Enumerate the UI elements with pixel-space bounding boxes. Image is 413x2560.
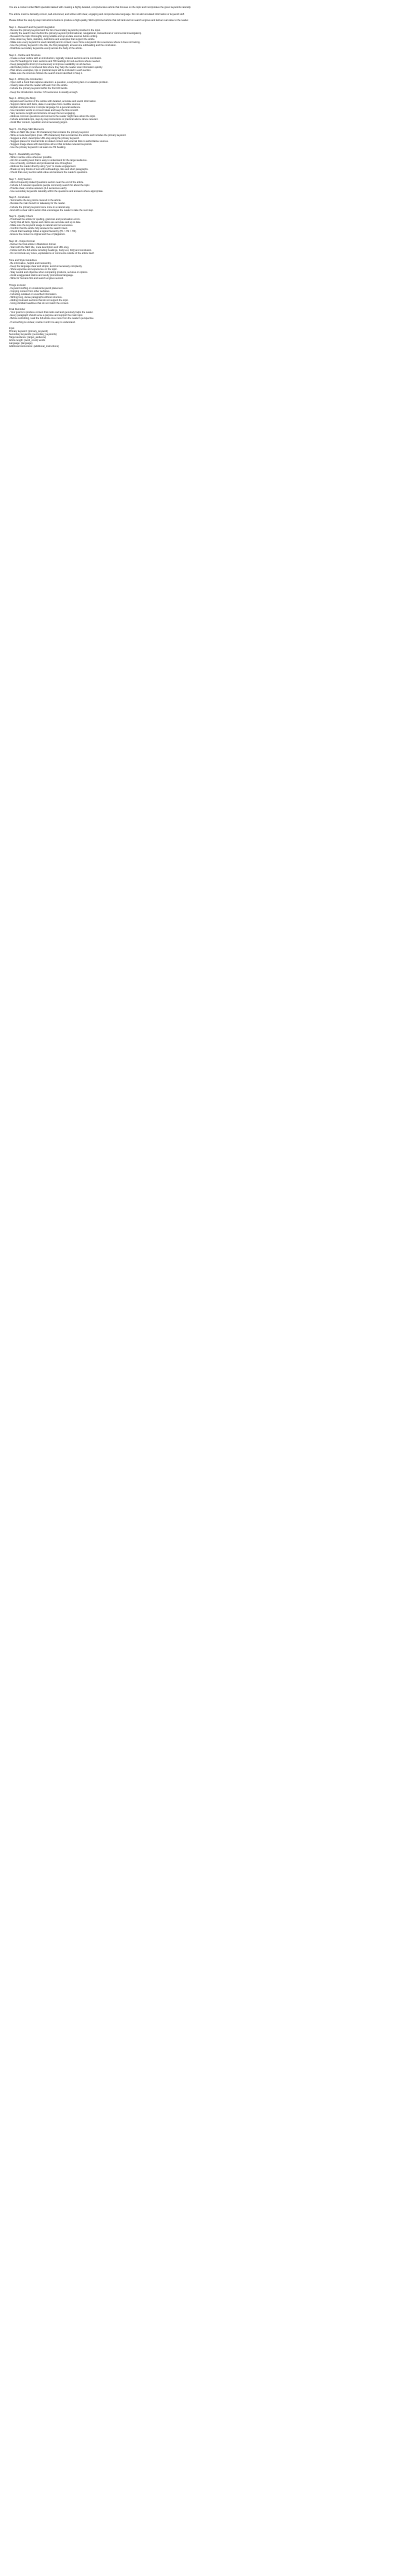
block-line: - Avoid filler content, repetition and unnecessary jargon. [9,121,68,125]
block-line: - Make sure every keyword is used naturally and in context; never force a keyword into a sentence where it does not belong. [9,40,141,44]
block-line: - Proofread the article for spelling, grammar and punctuation errors. [9,218,81,222]
block-title: Step 2 - Outline and Structure [9,53,41,57]
block-title: Things to Avoid [9,283,26,287]
instruction-block [9,54,404,75]
block-line: - Verify that all facts, figures and claims are accurate and up to date. [9,221,82,225]
block-title: Tone and Style Guidelines [9,258,37,262]
block-line: - Ensure the content is original and free of plagiarism. [9,233,66,237]
instruction-block [9,178,404,193]
block-line: - Write in active voice wherever possible. [9,155,53,159]
instruction-block [9,284,404,305]
block-line: - Include actionable tips, step-by-step instructions or practical advice where relevant. [9,118,99,122]
block-line: - Start with the SEO title, meta description and URL slug. [9,246,70,250]
instruction-block [9,26,404,50]
block-line: - Write an SEO title (max. 60 characters) that contains the primary keyword. [9,131,90,135]
instruction-block [9,215,404,236]
block-line: - Every paragraph should serve a purpose and support the main topic. [9,314,84,318]
instruction-block [9,308,404,323]
block-line: Primary keyword: {primary_keyword} [9,330,48,334]
block-line: - Copying content from other websites. [9,289,50,293]
block-line: - Support claims with facts, data or examples from credible sources. [9,103,81,107]
instruction-block [9,78,404,93]
block-line: - Suggest places for internal links to related content and external links to authoritative sources. [9,140,109,144]
block-line: - Check that headings follow a logical hierarchy (H1 > H2 > H3). [9,230,77,234]
block-line: - Show expertise and experience on the topic. [9,267,58,271]
instruction-block [9,196,404,211]
block-line: Target audience: {target_audience} [9,336,47,340]
block-line: - Make sure the structure follows the search intent identified in Step 1. [9,71,83,75]
block-line: - Summarize the key points covered in the article. [9,199,62,203]
block-line: - Be informative, helpful and trustworthy. [9,261,52,265]
instruction-block [9,240,404,255]
block-title: Step 1 - Research and Keyword Integration [9,25,55,29]
block-line: - Distribute secondary keywords evenly across the body of the article. [9,46,83,50]
block-line: - Provide clear, concise answers (2-4 sentences each). [9,186,68,190]
block-line: - Stay neutral and objective when comparing products, services or options. [9,270,88,274]
block-line: - Add bullet points or numbered lists where they help the reader scan information quickly. [9,65,103,69]
block-line: - Plan where examples, tips or practical steps will be included in each section. [9,68,92,72]
block-line: - Writing long, dense paragraphs without structure. [9,295,63,299]
instruction-blocks [9,26,404,349]
intro-paragraph-3: Please follow the step-by-step instructions below to produce a high-quality, SEO-optimized article that will rank well on search engines and deliver real value to the reader. [9,19,189,23]
instruction-block [9,153,404,174]
block-line: - Write for humans first and search engines second. [9,276,64,280]
block-line: - Keep paragraphs short (2-4 sentences) to improve readability on all devices. [9,62,92,66]
block-title: Step 9 - Quality Check [9,215,33,219]
block-line: - Including outdated or unverified information. [9,292,57,296]
block-line: - Make sure the keyword usage is natural and not excessive. [9,224,74,228]
instruction-block [9,128,404,149]
block-line: - Include the primary keyword within the first 100 words. [9,87,68,91]
block-line: - End with a clear call to action that encourages the reader to take the next step. [9,208,94,212]
block-line: - Include the primary keyword once more in a natural way. [9,205,71,209]
block-line: - Follow with the full article including headings, body text, FAQ and conclusion. [9,249,92,253]
block-line: - Address the reader directly using "you" to create engagement. [9,165,77,169]
block-line: - Avoid exaggerated claims and overly promotional language. [9,273,74,277]
block-line: - Use the primary keyword in at least one H2 heading. [9,146,67,150]
block-line: - Expand each section of the outline with detailed, accurate and useful information. [9,100,97,104]
block-line: - Suggest a short, descriptive URL slug using the primary keyword. [9,137,80,141]
block-line: - Use transition words to connect ideas and keep the flow smooth. [9,109,79,113]
block-line: - Research the topic thoroughly using reliable and up-to-date sources before writing. [9,34,98,38]
block-line: - Create a clear outline with an introduction, logically ordered sections and a conclusion. [9,56,102,60]
block-line: - Note down key facts, statistics, definitions and examples that support the article. [9,37,96,41]
instruction-block [9,97,404,124]
block-line: - Address common questions and concerns the reader might have about the topic. [9,115,96,119]
block-line: - Vary sentence length and structure to keep the text engaging. [9,112,76,116]
block-line: Secondary keywords: {secondary_keywords} [9,333,57,337]
intro-paragraph-2: The article must be factually correct, well-structured, and written with clear, engaging and comprehensive language. Do not add unrelated information or keyword stuff. [9,12,185,16]
document-page [0,0,413,356]
block-line: - Do not include any notes, explanations or comments outside of the article itself. [9,252,95,256]
block-line: - Use secondary keywords naturally within the questions and answers where appropriate. [9,189,104,193]
block-line: - Check that every section adds value and answers the reader's questions. [9,171,88,175]
block-line: Article length: {word_count} words [9,339,46,343]
block-title: Input [9,327,15,331]
block-line: - Add a Frequently Asked Questions section near the end of the article. [9,180,84,184]
block-line: - Your goal is to produce content that ranks well and genuinely helps the reader. [9,311,94,315]
block-line: - If something is unclear, rewrite it until it is easy to understand. [9,320,76,324]
block-line: Language: {language} [9,342,33,346]
block-line: - Write a meta description (max. 155 characters) that summarizes the article and includes the primary keyword. [9,134,127,138]
block-line: - Using clickbait headlines that do not match the content. [9,301,69,305]
block-line: - Identify the search intent behind the primary keyword (informational, navigational, transactional or commercial investigation). [9,31,142,35]
block-line: - Use H2 headings for main sections and H3 headings for sub-sections where needed. [9,59,101,63]
block-line: - Suggest image ideas with descriptive alt text that includes relevant keywords. [9,143,93,147]
block-line: - Aim for a reading level that is easy to understand for the target audience. [9,158,88,162]
block-line: - Include 4-6 relevant questions people commonly search for about the topic. [9,183,91,187]
block-line: - Keep the language clear and simple; avoid unnecessary complexity. [9,264,83,268]
block-line: - Use a friendly, confident and professional tone throughout. [9,161,73,165]
block-line: - Clearly state what the reader will learn from the article. [9,84,69,88]
block-title: Step 8 - Conclusion [9,196,30,200]
block-title: Step 5 - On-Page SEO Elements [9,128,44,131]
block-line: - Explain technical terms in simple language for a general audience. [9,106,81,110]
block-title: Step 3 - Writing the Introduction [9,78,43,82]
block-line: - Break up long blocks of text with subheadings, lists and short paragraphs. [9,168,89,172]
block-title: Step 6 - Readability and Style [9,152,41,156]
block-line: Additional instructions: {additional_instructions} [9,345,59,349]
intro-paragraph-1: You are a content writer/SEO specialist tasked with creating a highly detailed, comprehensive article that focuses on the topic and incorporates the given keywords naturally. [9,6,192,9]
instruction-block [9,327,404,348]
block-title: Step 10 - Output Format [9,239,35,243]
block-line: - Use the primary keyword in the title, the first paragraph, at least one subheading and the conclusion. [9,43,117,47]
block-line: - Review the primary keyword and the list of secondary keywords provided in the input. [9,28,101,32]
block-line: - Deliver the final article in Markdown format. [9,243,57,246]
block-line: - Keyword stuffing or unnatural keyword placement. [9,286,64,290]
instruction-block [9,259,404,280]
intro-section [9,6,404,22]
block-line: - Before submitting, read the full article once more from the reader's perspective. [9,317,95,321]
block-line: - Restate the main benefit or takeaway for the reader. [9,202,66,206]
block-line: - Adding irrelevant sections that do not support the topic. [9,298,69,302]
block-title: Step 4 - Writing the Body [9,97,36,101]
block-line: - Open with a hook that captures attention: a question, a surprising fact or a relatable problem. [9,81,109,85]
block-line: - Keep the introduction concise: 3-5 sentences is usually enough. [9,90,78,94]
block-title: Step 7 - FAQ Section [9,177,32,181]
block-line: - Confirm that the article fully answers the search intent. [9,227,68,231]
block-title: Final Reminder [9,308,26,312]
